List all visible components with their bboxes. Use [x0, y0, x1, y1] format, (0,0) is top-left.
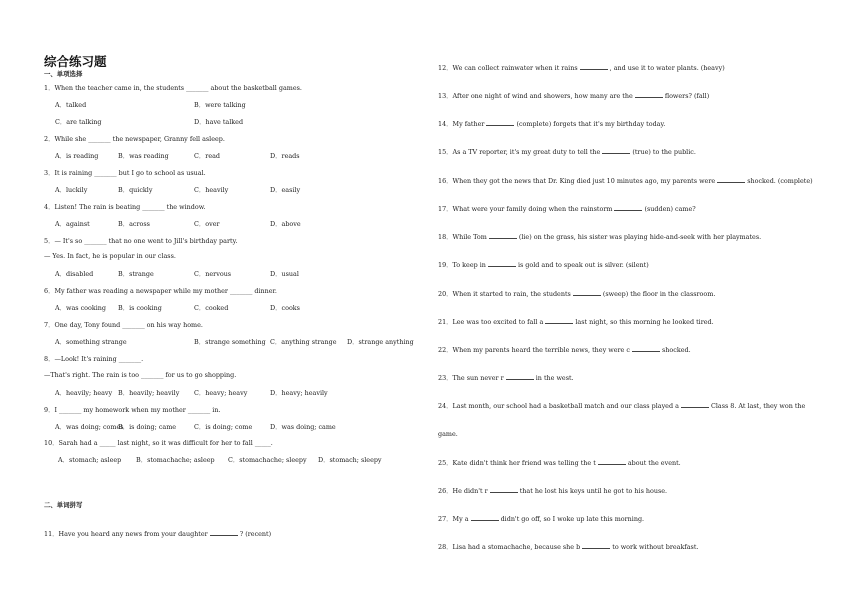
q9-option: B．is doing; came [118, 423, 177, 431]
q1-option: A．talked [55, 101, 87, 109]
answer-blank [489, 232, 517, 239]
question-text: 16．When they got the news that Dr. King died just 10 minutes ago, my parents were [438, 177, 718, 185]
spelling-question-21 [438, 317, 714, 326]
answer-blank [632, 345, 660, 352]
page-title: 综合练习题 [44, 54, 107, 69]
spelling-question-26 [438, 486, 667, 495]
spelling-question-16 [438, 176, 813, 185]
spelling-question-24 [438, 401, 805, 410]
q8-option: D．heavy; heavily [270, 389, 328, 397]
q2-option: B．was reading [118, 152, 169, 160]
answer-blank [210, 529, 238, 536]
question-6: 6．My father was reading a newspaper while my mother _______ dinner. [44, 287, 277, 295]
question-text: 28．Lisa had a stomachache, because she b [438, 543, 583, 551]
question-text: 21．Lee was too excited to fall a [438, 318, 546, 326]
q10-option: D．stomach; sleepy [318, 456, 382, 464]
answer-blank [681, 401, 709, 408]
q10-option: A．stomach; asleep [58, 456, 122, 464]
question-text-end: (sweep) the floor in the classroom. [600, 290, 716, 298]
spelling-question-14 [438, 119, 665, 128]
question-text-end: (lie) on the grass, his sister was playing hide-and-seek with her playmates. [516, 233, 762, 241]
q9-option: A．was doing; comes [55, 423, 124, 431]
q2-option: D．reads [270, 152, 300, 160]
answer-blank [582, 542, 610, 549]
spelling-question-18 [438, 232, 761, 241]
question-1: 1．When the teacher came in, the students _______ about the basketball games. [44, 84, 302, 92]
q5-option: D．usual [270, 270, 299, 278]
spelling-question-13 [438, 91, 709, 100]
question-text-end: shocked. (complete) [745, 177, 813, 185]
section-heading-multiple-choice: 一、单项选择 [44, 70, 83, 78]
question-text: 15．As a TV reporter, it's my great duty to tell the [438, 148, 603, 156]
question-text: 19．To keep in [438, 261, 488, 269]
q3-option: B．quickly [118, 186, 153, 194]
question-text: 23．The sun never r [438, 374, 506, 382]
question-5-line2: — Yes. In fact, he is popular in our class. [44, 252, 176, 260]
question-text: 13．After one night of wind and showers, how many are the [438, 92, 635, 100]
question-8: 8．—Look! It's raining _______. [44, 355, 144, 363]
question-4: 4．Listen! The rain is beating _______ the window. [44, 203, 206, 211]
spelling-question-15 [438, 147, 696, 156]
q6-option: C．cooked [194, 304, 229, 312]
q6-option: A．was cooking [55, 304, 106, 312]
question-text: 24．Last month, our school had a basketball match and our class played a [438, 402, 681, 410]
answer-blank [545, 317, 573, 324]
q5-option: B．strange [118, 270, 154, 278]
spelling-question-22 [438, 345, 691, 354]
q6-option: D．cooks [270, 304, 300, 312]
answer-blank [580, 63, 608, 70]
question-text: 14．My father [438, 120, 487, 128]
answer-blank [614, 204, 642, 211]
question-text-end: ? (recent) [237, 530, 272, 538]
spelling-question-17 [438, 204, 696, 213]
question-5: 5．— It's so _______ that no one went to Jill's birthday party. [44, 237, 238, 245]
spelling-question-19 [438, 260, 649, 269]
q7-option: C．anything strange [270, 338, 337, 346]
question-text-end: is gold and to speak out is silver. (silent) [515, 261, 649, 269]
spelling-question-20 [438, 289, 715, 298]
question-text-end: to work without breakfast. [610, 543, 699, 551]
spelling-question-25 [438, 458, 681, 467]
question-text: 18．While Tom [438, 233, 489, 241]
section-heading-spelling: 二、单词拼写 [44, 501, 83, 509]
question-text-end: in the west. [533, 374, 574, 382]
question-text-end: shocked. [659, 346, 691, 354]
question-text: 22．When my parents heard the terrible news, they were c [438, 346, 632, 354]
question-text-end: (complete) forgets that it's my birthday today. [514, 120, 666, 128]
question-2: 2．While she _______ the newspaper, Granny fell asleep. [44, 135, 225, 143]
question-text: 11．Have you heard any news from your daughter [44, 530, 210, 538]
question-text-end: , and use it to water plants. (heavy) [607, 64, 725, 72]
q4-option: B．across [118, 220, 150, 228]
spelling-question-27 [438, 514, 644, 523]
question-10: 10．Sarah had a _____ last night, so it was difficult for her to fall _____. [44, 439, 273, 447]
question-8-line2: —That's right. The rain is too _______ for us to go shopping. [44, 371, 237, 379]
q3-option: D．easily [270, 186, 301, 194]
question-text: 25．Kate didn't think her friend was telling the t [438, 459, 598, 467]
q7-option: D．strange anything [347, 338, 414, 346]
question-text-end: (true) to the public. [630, 148, 696, 156]
question-text-end: last night, so this morning he looked tired. [573, 318, 714, 326]
q8-option: B．heavily; heavily [118, 389, 180, 397]
q3-option: A．luckily [55, 186, 88, 194]
q1-option: B．were talking [194, 101, 246, 109]
q4-option: A．against [55, 220, 90, 228]
q8-option: A．heavily; heavy [55, 389, 113, 397]
question-text: 12．We can collect rainwater when it rains [438, 64, 580, 72]
answer-blank [506, 373, 534, 380]
q7-option: B．strange something [194, 338, 266, 346]
question-9: 9．I _______ my homework when my mother _______ in. [44, 406, 221, 414]
question-text: 20．When it started to rain, the students [438, 290, 573, 298]
answer-blank [488, 260, 516, 267]
spelling-question-24-line2: game. [438, 430, 458, 438]
q1-option: C．are talking [55, 118, 102, 126]
question-text-end: flowers? (fall) [662, 92, 710, 100]
q5-option: C．nervous [194, 270, 232, 278]
answer-blank [598, 458, 626, 465]
q4-option: D．above [270, 220, 301, 228]
q9-option: D．was doing; came [270, 423, 336, 431]
question-text: 17．What were your family doing when the rainstorm [438, 205, 615, 213]
question-7: 7．One day, Tony found _______ on his way home. [44, 321, 203, 329]
answer-blank [471, 514, 499, 521]
answer-blank [635, 91, 663, 98]
q1-option: D．have talked [194, 118, 244, 126]
q2-option: C．read [194, 152, 221, 160]
question-text-end: (sudden) came? [642, 205, 696, 213]
q6-option: B．is cooking [118, 304, 162, 312]
answer-blank [486, 119, 514, 126]
q7-option: A．something strange [55, 338, 127, 346]
question-text-end: that he lost his keys until he got to his house. [517, 487, 668, 495]
answer-blank [602, 147, 630, 154]
question-text: 26．He didn't r [438, 487, 490, 495]
question-3: 3．It is raining _______ but I go to school as usual. [44, 169, 206, 177]
q3-option: C．heavily [194, 186, 229, 194]
spelling-question-23 [438, 373, 574, 382]
spelling-question-28 [438, 542, 698, 551]
q5-option: A．disabled [55, 270, 94, 278]
answer-blank [490, 486, 518, 493]
q10-option: B．stomachache; asleep [136, 456, 215, 464]
answer-blank [717, 176, 745, 183]
question-text: 27．My a [438, 515, 471, 523]
spelling-question-12 [438, 63, 725, 72]
q9-option: C．is doing; come [194, 423, 253, 431]
question-text-end: didn't go off, so I woke up late this morning. [498, 515, 645, 523]
spelling-question-11 [44, 529, 271, 538]
q8-option: C．heavy; heavy [194, 389, 248, 397]
q2-option: A．is reading [55, 152, 99, 160]
question-text-end: Class 8. At last, they won the [708, 402, 806, 410]
answer-blank [573, 289, 601, 296]
q10-option: C．stomachache; sleepy [228, 456, 307, 464]
question-text-end: about the event. [625, 459, 681, 467]
q4-option: C．over [194, 220, 220, 228]
